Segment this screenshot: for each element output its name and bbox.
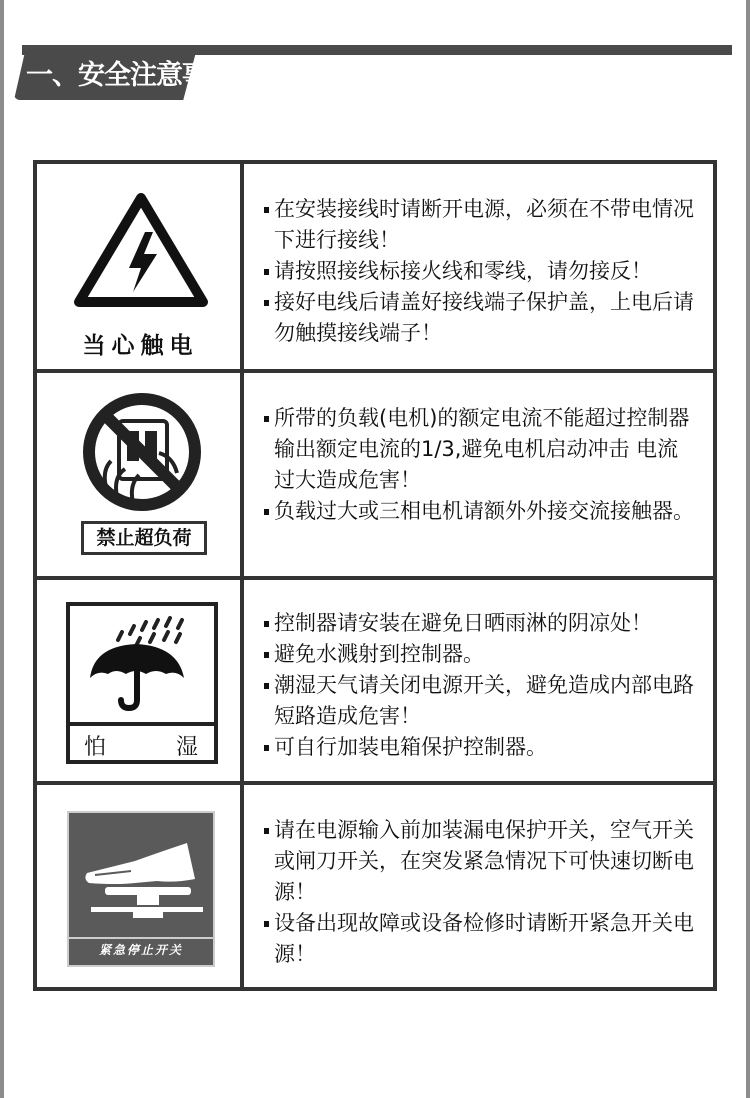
notice-text (248, 785, 713, 991)
sign-label: 紧急停止开关 (98, 943, 183, 957)
safety-row (37, 785, 713, 991)
emergency-stop-hand-icon (75, 823, 211, 927)
emergency-stop-sign (67, 811, 215, 967)
sign-cell (37, 785, 244, 991)
sign-cell (37, 580, 244, 781)
sign-cell (37, 373, 244, 576)
no-overload-icon (81, 391, 203, 513)
notice-text (248, 580, 713, 781)
list-item: 避免水溅射到控制器。 (262, 639, 695, 670)
list-item: 所带的负载(电机)的额定电流不能超过控制器输出额定电流的1/3,避免电机启动冲击 电流过大造成危害！ (262, 403, 695, 496)
sign-label-left: 怕 (84, 735, 107, 760)
sign-label: 禁止超负荷 (96, 527, 192, 549)
list-item: 设备出现故障或设备检修时请断开紧急开关电源！ (262, 908, 695, 970)
safety-table (33, 160, 717, 991)
sign-divider (70, 722, 214, 726)
section-title: 一、安全注意事项 (26, 60, 234, 91)
page-left-edge (0, 0, 4, 1098)
list-item: 潮湿天气请关闭电源开关，避免造成内部电路短路造成危害！ (262, 670, 695, 732)
safety-row (37, 164, 713, 373)
sign-label-right: 湿 (176, 735, 199, 760)
keep-dry-umbrella-icon (80, 612, 204, 712)
list-item: 可自行加装电箱保护控制器。 (262, 732, 695, 763)
sign-cell (37, 164, 244, 369)
list-item: 接好电线后请盖好接线端子保护盖，上电后请勿触摸接线端子！ (262, 287, 695, 349)
list-item: 控制器请安装在避免日晒雨淋的阴凉处！ (262, 608, 695, 639)
sign-label-box (81, 521, 207, 555)
list-item: 请按照接线标接火线和零线，请勿接反！ (262, 256, 695, 287)
sign-label: 当心触电 (82, 333, 199, 359)
notice-text (248, 373, 713, 576)
page-right-edge (746, 0, 750, 1098)
list-item: 负载过大或三相电机请额外外接交流接触器。 (262, 496, 695, 527)
electric-shock-warning-icon (73, 192, 209, 308)
notice-text (248, 164, 713, 369)
sign-label-box (69, 937, 213, 965)
keep-dry-sign (66, 602, 218, 764)
safety-row (37, 580, 713, 785)
safety-row (37, 373, 713, 580)
list-item: 在安装接线时请断开电源，必须在不带电情况下进行接线！ (262, 194, 695, 256)
list-item: 请在电源输入前加装漏电保护开关，空气开关或闸刀开关，在突发紧急情况下可快速切断电源！ (262, 815, 695, 908)
